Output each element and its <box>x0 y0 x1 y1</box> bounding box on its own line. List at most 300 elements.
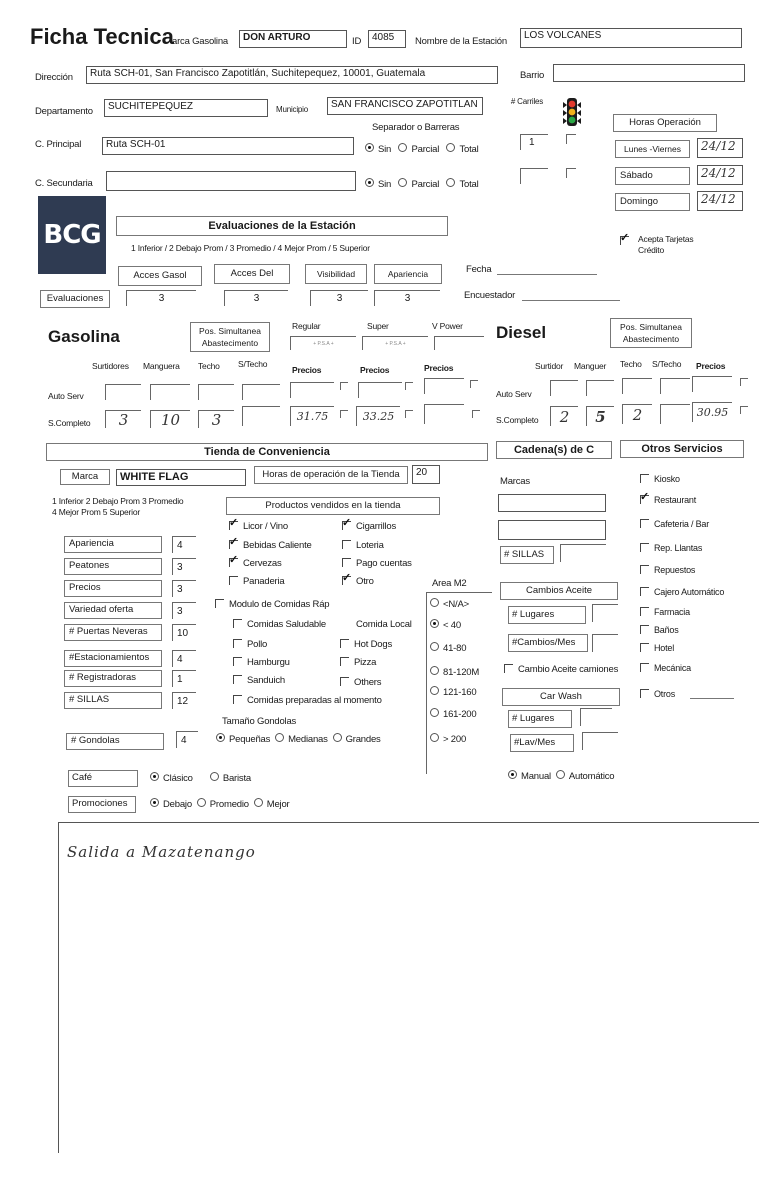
otros-item[interactable] <box>640 564 695 576</box>
product-label: Licor / Vino <box>243 521 288 532</box>
otros-item[interactable] <box>640 606 690 618</box>
area-radio[interactable] <box>430 598 439 607</box>
otros-checkbox[interactable] <box>640 474 649 483</box>
diesel-auto-check[interactable] <box>740 378 748 386</box>
gasolina-title: Gasolina <box>48 327 120 346</box>
marca-field[interactable]: WHITE FLAG <box>116 469 246 486</box>
gas-auto-stecho[interactable] <box>242 384 280 400</box>
eval-acces-del-value[interactable]: 3 <box>224 290 288 306</box>
hours-sunday-label: Domingo <box>615 193 690 211</box>
fecha-line[interactable] <box>497 274 597 275</box>
promo-debajo-radio[interactable] <box>150 798 159 807</box>
rating-label: # SILLAS <box>64 692 162 709</box>
gas-auto-manguera[interactable] <box>150 384 190 400</box>
size-grandes-label: Grandes <box>345 734 381 745</box>
notes-area[interactable] <box>58 822 759 1153</box>
area-label: Area M2 <box>432 578 467 589</box>
col-surtidores: Surtidores <box>92 361 129 371</box>
gas-auto-techo[interactable] <box>198 384 234 400</box>
product-item[interactable] <box>229 540 312 552</box>
cards-checkbox[interactable] <box>620 236 629 245</box>
area-radio[interactable] <box>430 642 439 651</box>
product-item[interactable] <box>229 558 282 570</box>
marcas-field-2[interactable] <box>498 520 606 540</box>
sep2-sin-label: Sin <box>378 179 392 190</box>
evaluation-title: Evaluaciones de la Estación <box>116 216 448 236</box>
otros-other-line[interactable] <box>690 698 734 699</box>
carriles-check-2[interactable] <box>566 168 576 178</box>
sep-sin-label: Sin <box>378 144 392 155</box>
product-label: Otro <box>356 576 374 587</box>
diesel-full-surtidor[interactable]: 2 <box>550 406 578 426</box>
prepared-label: Comidas preparadas al momento <box>247 695 382 706</box>
id-label: ID <box>352 36 362 47</box>
carriles-field-2[interactable] <box>520 168 548 184</box>
hours-saturday-value[interactable]: 24/12 <box>697 165 743 185</box>
otros-label: Otros <box>654 689 676 699</box>
hours-weekday-label: Lunes -Viernes <box>615 140 690 158</box>
rating-label: # Registradoras <box>64 670 162 687</box>
promo-promedio-label: Promedio <box>209 799 249 810</box>
diesel-full-manguer[interactable]: 5 <box>586 406 614 426</box>
size-pequenas-label: Pequeñas <box>229 734 271 745</box>
rating-value[interactable]: 1 <box>172 670 196 687</box>
otros-checkbox[interactable] <box>640 565 649 574</box>
brand-field[interactable]: DON ARTURO <box>239 30 347 48</box>
promo-mejor-label: Mejor <box>266 799 290 810</box>
gas-full-price-super[interactable]: 33.25 <box>356 406 400 426</box>
gondola-size-options[interactable] <box>216 733 381 746</box>
carwash-label: Car Wash <box>502 688 620 706</box>
marcas-label: Marcas <box>500 476 530 487</box>
food-checkbox[interactable] <box>233 619 242 628</box>
cadena-title: Cadena(s) de C <box>496 441 612 459</box>
rating-label: # Puertas Neveras <box>64 624 162 641</box>
product-checkbox[interactable] <box>342 558 351 567</box>
rating-label: Apariencia <box>64 536 162 553</box>
cafe-clasico-radio[interactable] <box>150 772 159 781</box>
gas-full-check-super[interactable] <box>405 410 413 418</box>
eval-visibilidad-value[interactable]: 3 <box>310 290 368 306</box>
gondolas-label: # Gondolas <box>66 733 164 750</box>
otros-label: Baños <box>654 625 679 635</box>
otros-label: Cajero Automático <box>654 587 725 597</box>
camiones-row[interactable] <box>504 664 618 676</box>
area-option-label: 41-80 <box>443 643 467 654</box>
area-option[interactable] <box>430 598 469 611</box>
rating-label: Variedad oferta <box>64 602 162 619</box>
size-grandes-radio[interactable] <box>333 733 342 742</box>
otros-checkbox[interactable] <box>640 689 649 698</box>
address-field[interactable]: Ruta SCH-01, San Francisco Zapotitlán, Suchitepequez, 10001, Guatemala <box>86 66 498 84</box>
rating-label: Peatones <box>64 558 162 575</box>
acces-gasol-button[interactable]: Acces Gasol <box>118 266 202 286</box>
product-checkbox[interactable] <box>342 521 351 530</box>
otros-checkbox[interactable] <box>640 495 649 504</box>
modulo-row[interactable] <box>215 599 329 611</box>
otros-label: Cafeteria / Bar <box>654 519 710 529</box>
diesel-col-precios: Precios <box>696 361 726 371</box>
otros-item[interactable] <box>640 586 724 598</box>
product-item[interactable] <box>229 521 288 533</box>
hours-weekday-value[interactable]: 24/12 <box>697 138 743 158</box>
area-option[interactable] <box>430 708 476 721</box>
sep2-total-radio[interactable] <box>446 178 455 187</box>
rating-value[interactable]: 3 <box>172 602 196 619</box>
evaluation-scale: 1 Inferior / 2 Debajo Prom / 3 Promedio / 4 Mejor Prom / 5 Superior <box>131 243 370 253</box>
sep-total-label: Total <box>459 144 479 155</box>
col-manguera: Manguera <box>143 361 180 371</box>
diesel-auto-stecho[interactable] <box>660 378 690 394</box>
encuestador-line[interactable] <box>522 300 620 301</box>
sep-sin-radio[interactable] <box>365 143 374 152</box>
cadena-sillas-label: # SILLAS <box>500 546 554 564</box>
acces-del-button[interactable]: Acces Del <box>214 264 290 284</box>
sep2-parcial-label: Parcial <box>411 179 440 190</box>
tienda-title: Tienda de Conveniencia <box>46 443 488 461</box>
col-techo: Techo <box>198 361 220 371</box>
rating-value[interactable]: 10 <box>172 624 196 641</box>
product-item[interactable] <box>342 540 384 552</box>
area-option-label: 81-120M <box>443 667 480 678</box>
otros-item[interactable] <box>640 688 675 700</box>
promo-options[interactable] <box>150 798 290 811</box>
size-medianas-radio[interactable] <box>275 733 284 742</box>
area-radio[interactable] <box>430 733 439 742</box>
gas-full-manguera[interactable]: 10 <box>150 410 190 428</box>
diesel-col-techo: Techo <box>620 359 642 369</box>
fecha-label: Fecha <box>466 264 492 275</box>
grade-regular-label: Regular <box>292 321 321 331</box>
products-label: Productos vendidos en la tienda <box>226 497 440 515</box>
otros-title: Otros Servicios <box>620 440 744 458</box>
gas-full-price-vpower[interactable] <box>424 404 464 424</box>
otros-label: Farmacia <box>654 607 690 617</box>
diesel-pos-button[interactable]: Pos. Simultanea Abastecimento <box>610 318 692 348</box>
otros-label: Kiosko <box>654 474 680 484</box>
traffic-light-icon <box>563 97 581 127</box>
station-field[interactable]: LOS VOLCANES <box>520 28 742 48</box>
wash-options[interactable] <box>508 770 614 783</box>
gas-full-stecho[interactable] <box>242 406 280 426</box>
hours-button[interactable]: Horas Operación <box>613 114 717 132</box>
gas-full-check-regular[interactable] <box>340 410 348 418</box>
wash-auto-label: Automático <box>568 771 615 782</box>
separador-options-secundaria[interactable] <box>365 178 479 191</box>
cadena-lugares-label: # Lugares <box>508 606 586 624</box>
wash-manual-label: Manual <box>521 771 551 782</box>
rating-value[interactable]: 4 <box>172 650 196 667</box>
gas-auto-check-regular[interactable] <box>340 382 348 390</box>
diesel-auto-manguer[interactable] <box>586 380 614 396</box>
size-pequenas-radio[interactable] <box>216 733 225 742</box>
cambios-mes-field[interactable] <box>592 634 618 652</box>
department-field[interactable]: SUCHITEPEQUEZ <box>104 99 268 117</box>
cafe-barista-radio[interactable] <box>210 772 219 781</box>
area-radio[interactable] <box>430 666 439 675</box>
gas-auto-check-super[interactable] <box>405 382 413 390</box>
diesel-col-manguer: Manguer <box>574 361 607 371</box>
food-label: Comidas Saludable <box>247 619 326 630</box>
grade-super-psa[interactable]: + P.S.A + <box>362 336 428 350</box>
grade-vpower-label: V Power <box>432 321 463 331</box>
evaluations-label: Evaluaciones <box>40 290 110 308</box>
food-label: Sanduich <box>247 675 286 686</box>
gondolas-field[interactable]: 4 <box>176 731 198 748</box>
rating-value[interactable]: 12 <box>172 692 196 709</box>
eval-acces-gasol-value[interactable]: 3 <box>126 290 196 306</box>
promo-mejor-radio[interactable] <box>254 798 263 807</box>
food-label: Pollo <box>247 639 268 650</box>
otros-item[interactable] <box>640 542 702 554</box>
otros-label: Restaurant <box>654 495 697 505</box>
area-option-label: < 40 <box>443 620 461 631</box>
marca-label: Marca <box>60 469 110 485</box>
area-option-label: 121-160 <box>443 687 477 698</box>
food-label: Hot Dogs <box>354 639 393 650</box>
area-option[interactable] <box>430 619 461 632</box>
tienda-scale-2: 4 Mejor Prom 5 Superior <box>52 507 140 517</box>
size-medianas-label: Medianas <box>288 734 328 745</box>
area-option[interactable] <box>430 642 466 655</box>
food-item[interactable] <box>233 619 326 631</box>
carwash-lugares-field[interactable] <box>580 708 612 726</box>
product-checkbox[interactable] <box>229 521 238 530</box>
carriles-field[interactable]: 1 <box>520 134 548 150</box>
gas-full-surtidores[interactable]: 3 <box>105 410 141 428</box>
otros-checkbox[interactable] <box>640 625 649 634</box>
gas-full-check-vpower[interactable] <box>472 410 480 418</box>
diesel-title: Diesel <box>496 323 547 342</box>
food-checkbox[interactable] <box>233 675 242 684</box>
id-field[interactable]: 4085 <box>368 30 406 48</box>
product-label: Cervezas <box>243 558 282 569</box>
cards-label: Acepta Tarjetas Crédito <box>638 234 694 255</box>
station-label: Nombre de la Estación <box>415 36 507 47</box>
otros-checkbox[interactable] <box>640 519 649 528</box>
rating-label: Precios <box>64 580 162 597</box>
bcg-logo: BCG <box>38 196 106 274</box>
area-radio[interactable] <box>430 619 439 628</box>
tienda-scale-1: 1 Inferior 2 Debajo Prom 3 Promedio <box>52 496 184 506</box>
tienda-hours-field[interactable]: 20 <box>412 465 440 484</box>
cadena-lugares-field[interactable] <box>592 604 618 622</box>
diesel-full-techo[interactable]: 2 <box>622 404 652 424</box>
gas-auto-check-vpower[interactable] <box>470 380 478 388</box>
otros-item[interactable] <box>640 518 709 530</box>
diesel-full-check[interactable] <box>740 406 748 414</box>
apariencia-button[interactable]: Apariencia <box>374 264 442 284</box>
gas-auto-price-vpower[interactable] <box>424 378 464 394</box>
hours-sunday-value[interactable]: 24/12 <box>697 191 743 211</box>
product-item[interactable] <box>342 558 412 570</box>
gas-full-price-regular[interactable]: 31.75 <box>290 406 334 426</box>
otros-item[interactable] <box>640 473 680 485</box>
cafe-barista-label: Barista <box>222 773 251 784</box>
tienda-hours-label: Horas de operación de la Tienda <box>254 466 408 484</box>
diesel-auto-price[interactable] <box>692 376 732 392</box>
municipio-field[interactable]: SAN FRANCISCO ZAPOTITLAN <box>327 97 483 115</box>
modulo-label: Modulo de Comidas Ráp <box>229 599 330 610</box>
food-item[interactable] <box>233 657 290 669</box>
gasolina-pos-button[interactable]: Pos. Simultanea Abastecimento <box>190 322 270 352</box>
otros-label: Hotel <box>654 643 675 653</box>
product-label: Loteria <box>356 540 384 551</box>
rating-value[interactable]: 3 <box>172 558 196 575</box>
lav-mes-label: #Lav/Mes <box>510 734 574 752</box>
product-label: Cigarrillos <box>356 521 397 532</box>
diesel-col-surtidor: Surtidor <box>535 361 564 371</box>
sep-total-radio[interactable] <box>446 143 455 152</box>
gas-full-techo[interactable]: 3 <box>198 410 234 428</box>
notes-text: Salida a Mazatenango <box>67 843 256 861</box>
precios-regular-label: Precios <box>292 365 322 375</box>
municipio-label: Municipio <box>276 105 308 114</box>
food-item[interactable] <box>340 677 381 689</box>
gondola-size-label: Tamaño Gondolas <box>222 716 297 727</box>
sep2-parcial-radio[interactable] <box>398 178 407 187</box>
wash-manual-radio[interactable] <box>508 770 517 779</box>
food-item[interactable] <box>340 639 392 651</box>
product-checkbox[interactable] <box>229 558 238 567</box>
food-item[interactable] <box>233 675 285 687</box>
rating-label: #Estacionamientos <box>64 650 162 667</box>
otros-label: Repuestos <box>654 565 696 575</box>
otros-label: Mecánica <box>654 663 691 673</box>
product-checkbox[interactable] <box>229 576 238 585</box>
product-checkbox[interactable] <box>342 540 351 549</box>
food-checkbox[interactable] <box>340 677 349 686</box>
cafe-clasico-label: Clásico <box>163 773 193 784</box>
product-item[interactable] <box>342 521 396 533</box>
product-label: Pago cuentas <box>356 558 412 569</box>
diesel-auto-surtidor[interactable] <box>550 380 578 396</box>
area-radio[interactable] <box>430 686 439 695</box>
visibilidad-button[interactable]: Visibilidad <box>305 264 367 284</box>
precios-super-label: Precios <box>360 365 390 375</box>
otros-checkbox[interactable] <box>640 663 649 672</box>
cards-checkbox-row[interactable] <box>620 236 634 248</box>
area-radio[interactable] <box>430 708 439 717</box>
area-option-label: > 200 <box>443 734 467 745</box>
food-checkbox[interactable] <box>340 639 349 648</box>
col-stecho: S/Techo <box>238 359 268 369</box>
product-checkbox[interactable] <box>342 576 351 585</box>
form-title: Ficha Tecnica <box>30 24 174 49</box>
principal-field[interactable]: Ruta SCH-01 <box>102 137 354 155</box>
department-label: Departamento <box>35 106 93 117</box>
food-item[interactable] <box>340 657 376 669</box>
camiones-checkbox[interactable] <box>504 664 513 673</box>
area-option[interactable] <box>430 733 466 746</box>
gas-full-label: S.Completo <box>48 418 91 428</box>
gas-auto-price-super[interactable] <box>358 382 402 398</box>
product-item[interactable] <box>229 576 285 588</box>
prepared-row[interactable] <box>233 695 382 707</box>
promo-promedio-radio[interactable] <box>197 798 206 807</box>
sep2-total-label: Total <box>459 179 479 190</box>
gas-auto-price-regular[interactable] <box>290 382 334 398</box>
gas-auto-surtidores[interactable] <box>105 384 141 400</box>
barrio-label: Barrio <box>520 70 545 81</box>
otros-item[interactable] <box>640 494 696 506</box>
precios-vpower-label: Precios <box>424 363 454 373</box>
diesel-full-price[interactable]: 30.95 <box>692 402 732 422</box>
cafe-options[interactable] <box>150 772 251 785</box>
otros-item[interactable] <box>640 624 679 636</box>
marcas-field-1[interactable] <box>498 494 606 512</box>
otros-checkbox[interactable] <box>640 607 649 616</box>
area-option-label: 161-200 <box>443 709 477 720</box>
food-checkbox[interactable] <box>340 657 349 666</box>
food-item[interactable] <box>233 639 267 651</box>
sep2-sin-radio[interactable] <box>365 178 374 187</box>
comida-local-label: Comida Local <box>356 619 412 630</box>
address-label: Dirección <box>35 72 73 83</box>
principal-label: C. Principal <box>35 139 82 150</box>
sep-parcial-label: Parcial <box>411 144 440 155</box>
promo-debajo-label: Debajo <box>163 799 192 810</box>
grade-vpower-psa[interactable] <box>434 336 484 350</box>
grade-regular-psa[interactable]: + P.S.A + <box>290 336 356 350</box>
modulo-checkbox[interactable] <box>215 599 224 608</box>
otros-item[interactable] <box>640 662 691 674</box>
brand-label: arca Gasolina <box>172 36 229 47</box>
carriles-check[interactable] <box>566 134 576 144</box>
diesel-auto-label: Auto Serv <box>496 389 532 399</box>
otros-checkbox[interactable] <box>640 587 649 596</box>
food-label: Others <box>354 677 382 688</box>
area-option-label: <N/A> <box>443 599 469 610</box>
separador-options-principal[interactable] <box>365 143 479 156</box>
rating-value[interactable]: 3 <box>172 580 196 597</box>
secundaria-label: C. Secundaria <box>35 178 93 189</box>
barrio-field[interactable] <box>553 64 745 82</box>
eval-apariencia-value[interactable]: 3 <box>374 290 440 306</box>
product-label: Panaderia <box>243 576 285 587</box>
area-option[interactable] <box>430 666 479 679</box>
separador-label: Separador o Barreras <box>372 122 460 133</box>
encuestador-label: Encuestador <box>464 290 516 301</box>
diesel-col-stecho: S/Techo <box>652 359 682 369</box>
wash-auto-radio[interactable] <box>556 770 565 779</box>
diesel-auto-techo[interactable] <box>622 378 652 394</box>
sep-parcial-radio[interactable] <box>398 143 407 152</box>
lav-mes-field[interactable] <box>582 732 618 750</box>
otros-checkbox[interactable] <box>640 643 649 652</box>
area-option[interactable] <box>430 686 476 699</box>
promo-label: Promociones <box>68 796 136 813</box>
hours-saturday-label: Sábado <box>615 167 690 185</box>
food-label: Hamburgu <box>247 657 290 668</box>
food-checkbox[interactable] <box>233 639 242 648</box>
otros-item[interactable] <box>640 642 674 654</box>
product-checkbox[interactable] <box>229 540 238 549</box>
diesel-full-stecho[interactable] <box>660 404 690 424</box>
cadena-sillas-field[interactable] <box>560 544 606 562</box>
grade-super-label: Super <box>367 321 389 331</box>
otros-checkbox[interactable] <box>640 543 649 552</box>
gas-auto-label: Auto Serv <box>48 391 84 401</box>
diesel-full-label: S.Completo <box>496 415 539 425</box>
food-checkbox[interactable] <box>233 657 242 666</box>
prepared-checkbox[interactable] <box>233 695 242 704</box>
secundaria-field[interactable] <box>106 171 356 191</box>
cafe-label: Café <box>68 770 138 787</box>
carwash-lugares-label: # Lugares <box>508 710 572 728</box>
rating-value[interactable]: 4 <box>172 536 196 553</box>
product-item[interactable] <box>342 576 374 588</box>
